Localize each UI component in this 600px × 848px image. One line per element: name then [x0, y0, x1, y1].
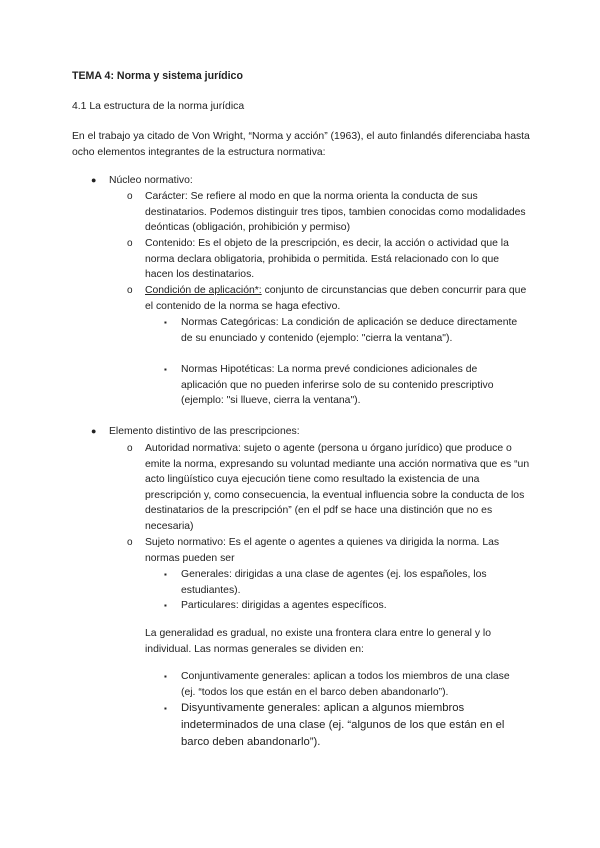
list-item-text: Disyuntivamente generales: aplican a algunos miembros indeterminados de una clase (ej. “algunos de los que están en el barco deben abandonarlo”).	[181, 702, 505, 748]
list-item-elemento	[91, 424, 529, 440]
list-item-caracter	[127, 189, 530, 236]
list-item-text: Contenido: Es el objeto de la prescripción, es decir, la acción o actividad que la norma declara obligatoria, prohibida o permitida. Está relacionado con lo que hacen los destinatarios.	[145, 238, 509, 280]
list-item-label: Núcleo normativo:	[109, 175, 193, 186]
list-item-particulares	[164, 598, 521, 614]
list-item-condicion	[127, 283, 530, 314]
list-item-text: Autoridad normativa: sujeto o agente (persona u órgano jurídico) que produce o emite la norma, expresando su voluntad mediante una acción normativa que es “un acto lingüístico cuya ejecución tiene como resultado la existencia de una prescripción y, como consecuencia, la eventual influencia sobre la conducta de los destinatarios de la prescripción” (en el pdf se hace una distinción que no es necesaria)	[145, 443, 530, 532]
condicion-label: Condición de aplicación*:	[145, 285, 262, 296]
disc-bullet-icon: ●	[91, 426, 97, 436]
circle-bullet-icon: o	[127, 537, 133, 548]
list-item-contenido	[127, 236, 530, 283]
list-item-text: Normas Categóricas: La condición de aplicación se deduce directamente de su enunciado y contenido (ejemplo: "cierra la ventana").	[181, 317, 518, 344]
list-item-conjuntivamente	[164, 669, 521, 700]
list-item-categoricas	[164, 315, 521, 346]
intro-paragraph: En el trabajo ya citado de Von Wright, “Norma y acción” (1963), el auto finlandés diferenciaba hasta ocho elementos integrantes de la estructura normativa:	[72, 131, 530, 158]
square-bullet-icon: ▪	[164, 318, 167, 327]
list-item-text: Sujeto normativo: Es el agente o agentes a quienes va dirigida la norma. Las normas pueden ser	[145, 537, 500, 564]
circle-bullet-icon: o	[127, 238, 133, 249]
square-bullet-icon: ▪	[164, 365, 167, 374]
square-bullet-icon: ▪	[164, 570, 167, 579]
list-item-text: Particulares: dirigidas a agentes específicos.	[181, 600, 387, 611]
square-bullet-icon: ▪	[164, 601, 167, 610]
circle-bullet-icon: o	[127, 443, 133, 454]
list-item-label: Elemento distintivo de las prescripciones:	[109, 426, 300, 437]
circle-bullet-icon: o	[127, 191, 133, 202]
list-item-text: Generales: dirigidas a una clase de agentes (ej. los españoles, los estudiantes).	[181, 569, 487, 596]
document-title: TEMA 4: Norma y sistema jurídico	[72, 70, 243, 82]
list-item-generales	[164, 567, 521, 598]
list-item-text: conjunto de circunstancias que deben concurrir para que el contenido de la norma se haga efectivo.	[145, 285, 527, 312]
list-item-text: Carácter: Se refiere al modo en que la norma orienta la conducta de sus destinatarios. Podemos distinguir tres tipos, tambien conocidas como modalidades deónticas (obligación, prohibición y permiso)	[145, 191, 526, 233]
list-item-sujeto	[127, 535, 530, 566]
list-item-nucleo	[91, 173, 529, 189]
list-item-text: Conjuntivamente generales: aplican a todos los miembros de una clase (ej. “todos los que están en el barco deben abandonarlo”).	[181, 671, 510, 698]
list-item-hipoteticas	[164, 362, 521, 409]
generalidad-paragraph: La generalidad es gradual, no existe una frontera clara entre lo general y lo individual. Las normas generales se dividen en:	[145, 628, 492, 655]
disc-bullet-icon: ●	[91, 175, 97, 185]
section-heading: 4.1 La estructura de la norma jurídica	[72, 101, 245, 112]
circle-bullet-icon: o	[127, 285, 133, 296]
square-bullet-icon: ▪	[164, 704, 167, 713]
list-item-autoridad	[127, 441, 530, 534]
list-item-text: Normas Hipotéticas: La norma prevé condiciones adicionales de aplicación que no pueden inferirse solo de su contenido prescriptivo (ejemplo: "si llueve, cierra la ventana").	[181, 364, 494, 406]
list-item-disyuntivamente	[164, 700, 521, 751]
square-bullet-icon: ▪	[164, 672, 167, 681]
